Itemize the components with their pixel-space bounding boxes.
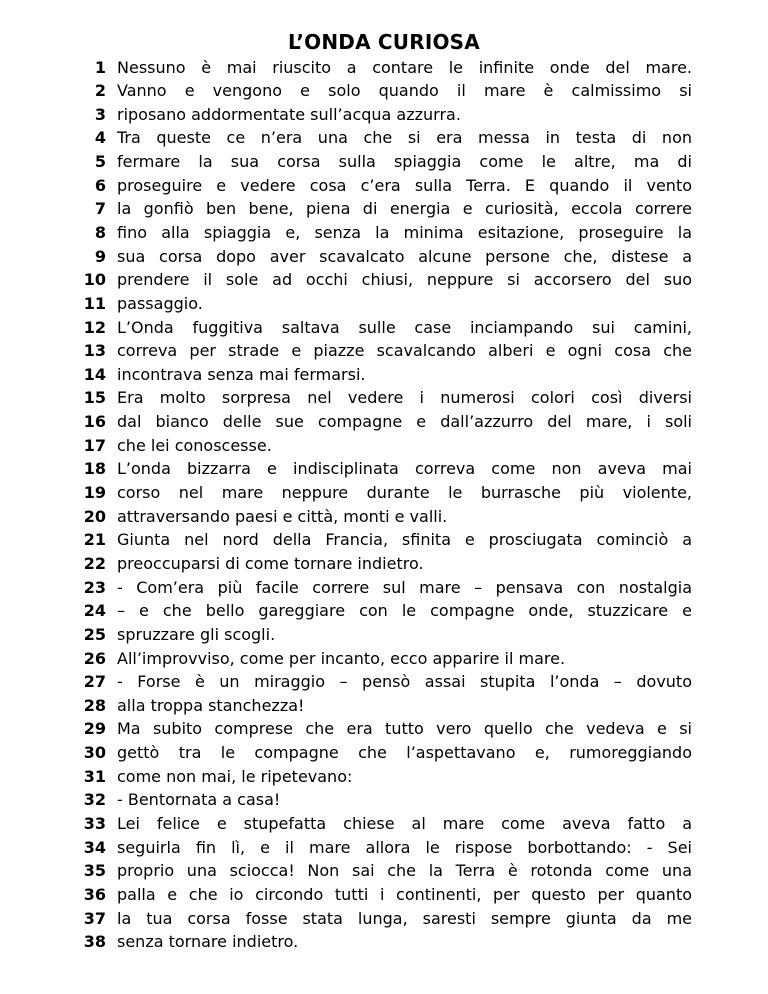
line-number: 2 — [94, 81, 106, 101]
line-text: la tua corsa fosse stata lunga, saresti sempre giunta da me — [117, 908, 692, 928]
line-number: 18 — [83, 459, 106, 479]
line-text: Lei felice e stupefatta chiese al mare come aveva fatto a — [117, 814, 692, 833]
text-line — [70, 174, 692, 198]
line-number: 32 — [83, 790, 106, 810]
line-text: fino alla spiaggia e, senza la minima esitazione, proseguire la — [117, 222, 692, 242]
line-number: 20 — [83, 506, 106, 526]
text-line — [70, 434, 692, 458]
line-number: 5 — [94, 152, 106, 172]
line-number: 9 — [94, 246, 106, 266]
line-number: 29 — [83, 719, 106, 739]
line-text: All’improvviso, come per incanto, ecco apparire il mare. — [117, 648, 566, 668]
line-text: come non mai, le ripetevano: — [117, 766, 353, 786]
numbered-text-block — [70, 56, 692, 954]
text-line — [70, 741, 692, 765]
text-line — [70, 694, 692, 718]
text-line — [70, 883, 692, 907]
line-text: – e che bello gareggiare con le compagne onde, stuzzicare e — [117, 601, 692, 621]
text-line — [70, 717, 692, 741]
text-line — [70, 292, 692, 316]
line-text: riposano addormentate sull’acqua azzurra. — [117, 104, 461, 124]
text-line — [70, 859, 692, 883]
text-line — [70, 316, 692, 340]
line-number: 13 — [83, 341, 106, 361]
text-line — [70, 670, 692, 694]
text-line — [70, 268, 692, 292]
line-text: - Com’era più facile correre sul mare – pensava con nostalgia — [117, 577, 692, 597]
line-number: 28 — [83, 695, 106, 715]
line-number: 22 — [83, 553, 106, 573]
text-line — [70, 221, 692, 245]
line-text: la gonfiò ben bene, piena di energia e curiosità, eccola correre — [117, 199, 692, 219]
text-line — [70, 103, 692, 127]
line-text: proseguire e vedere cosa c’era sulla Terra. E quando il vento — [117, 175, 692, 195]
line-text: Vanno e vengono e solo quando il mare è calmissimo si — [117, 81, 692, 101]
line-text: sua corsa dopo aver scavalcato alcune persone che, distese a — [117, 246, 692, 266]
line-text: fermare la sua corsa sulla spiaggia come le altre, ma di — [117, 152, 692, 172]
line-number: 16 — [83, 412, 106, 432]
line-number: 15 — [83, 388, 106, 408]
text-line — [70, 836, 692, 860]
line-number: 25 — [83, 624, 106, 644]
line-text: corso nel mare neppure durante le burrasche più violente, — [117, 483, 692, 503]
line-number: 24 — [83, 601, 106, 621]
line-text: gettò tra le compagne che l’aspettavano e, rumoreggiando — [117, 743, 692, 763]
page-title: L’ONDA CURIOSA — [288, 30, 480, 54]
line-number: 30 — [83, 743, 106, 763]
line-number: 12 — [83, 317, 106, 337]
line-number: 14 — [83, 364, 106, 384]
line-number: 6 — [94, 175, 106, 195]
text-line — [70, 126, 692, 150]
line-number: 26 — [83, 648, 106, 668]
text-line — [70, 528, 692, 552]
line-text: incontrava senza mai fermarsi. — [117, 364, 366, 384]
text-line — [70, 647, 692, 671]
line-text: passaggio. — [117, 293, 203, 313]
text-line — [70, 812, 692, 836]
line-text: che lei conoscesse. — [117, 435, 272, 455]
line-text: dal bianco delle sue compagne e dall’azzurro del mare, i soli — [117, 412, 692, 432]
line-number: 31 — [83, 766, 106, 786]
line-number: 11 — [83, 293, 106, 313]
line-text: preoccuparsi di come tornare indietro. — [117, 553, 424, 573]
line-text: prendere il sole ad occhi chiusi, neppure si accorsero del suo — [117, 270, 692, 290]
line-number: 35 — [83, 861, 106, 881]
text-line — [70, 339, 692, 363]
text-line — [70, 481, 692, 505]
line-number: 37 — [83, 908, 106, 928]
line-number: 36 — [83, 884, 106, 904]
text-line — [70, 457, 692, 481]
line-text: L’onda bizzarra e indisciplinata correva come non aveva mai — [117, 459, 692, 479]
line-text: correva per strade e piazze scavalcando alberi e ogni cosa che — [117, 341, 692, 361]
line-text: Era molto sorpresa nel vedere i numerosi colori così diversi — [117, 388, 692, 408]
line-text: Tra queste ce n’era una che si era messa in testa di non — [117, 128, 692, 148]
text-line — [70, 150, 692, 174]
line-number: 7 — [94, 199, 106, 219]
text-line — [70, 79, 692, 103]
line-text: Giunta nel nord della Francia, sfinita e prosciugata cominciò a — [117, 530, 692, 550]
text-line — [70, 552, 692, 576]
line-text: senza tornare indietro. — [117, 932, 299, 952]
line-text: attraversando paesi e città, monti e valli. — [117, 506, 448, 526]
text-line — [70, 576, 692, 600]
line-number: 10 — [83, 270, 106, 290]
text-line — [70, 599, 692, 623]
line-number: 34 — [83, 837, 106, 857]
text-line — [70, 245, 692, 269]
line-number: 4 — [94, 128, 106, 148]
line-number: 1 — [94, 57, 106, 77]
text-line — [70, 197, 692, 221]
line-text: L’Onda fuggitiva saltava sulle case inciampando sui camini, — [117, 317, 692, 337]
text-line — [70, 907, 692, 931]
line-number: 17 — [83, 435, 106, 455]
line-number: 8 — [94, 222, 106, 242]
line-number: 33 — [83, 814, 106, 833]
text-line — [70, 505, 692, 529]
line-text: palla e che io circondo tutti i continenti, per questo per quanto — [117, 884, 692, 904]
text-line — [70, 765, 692, 789]
text-line — [70, 386, 692, 410]
line-number: 23 — [83, 577, 106, 597]
line-text: - Forse è un miraggio – pensò assai stupita l’onda – dovuto — [117, 672, 692, 692]
line-text: Ma subito comprese che era tutto vero quello che vedeva e si — [117, 719, 692, 739]
line-text: - Bentornata a casa! — [117, 790, 281, 810]
text-line — [70, 410, 692, 434]
line-number: 27 — [83, 672, 106, 692]
text-line — [70, 363, 692, 387]
line-number: 19 — [83, 483, 106, 503]
line-text: Nessuno è mai riuscito a contare le infinite onde del mare. — [117, 57, 692, 77]
text-line — [70, 56, 692, 80]
line-number: 21 — [83, 530, 106, 550]
text-line — [70, 623, 692, 647]
text-line — [70, 930, 692, 954]
text-line — [70, 788, 692, 812]
line-number: 38 — [83, 932, 106, 952]
line-number: 3 — [94, 104, 106, 124]
line-text: spruzzare gli scogli. — [117, 624, 276, 644]
line-text: alla troppa stanchezza! — [117, 695, 305, 715]
line-text: proprio una sciocca! Non sai che la Terra è rotonda come una — [117, 861, 692, 881]
line-text: seguirla fin lì, e il mare allora le rispose borbottando: - Sei — [117, 837, 692, 857]
